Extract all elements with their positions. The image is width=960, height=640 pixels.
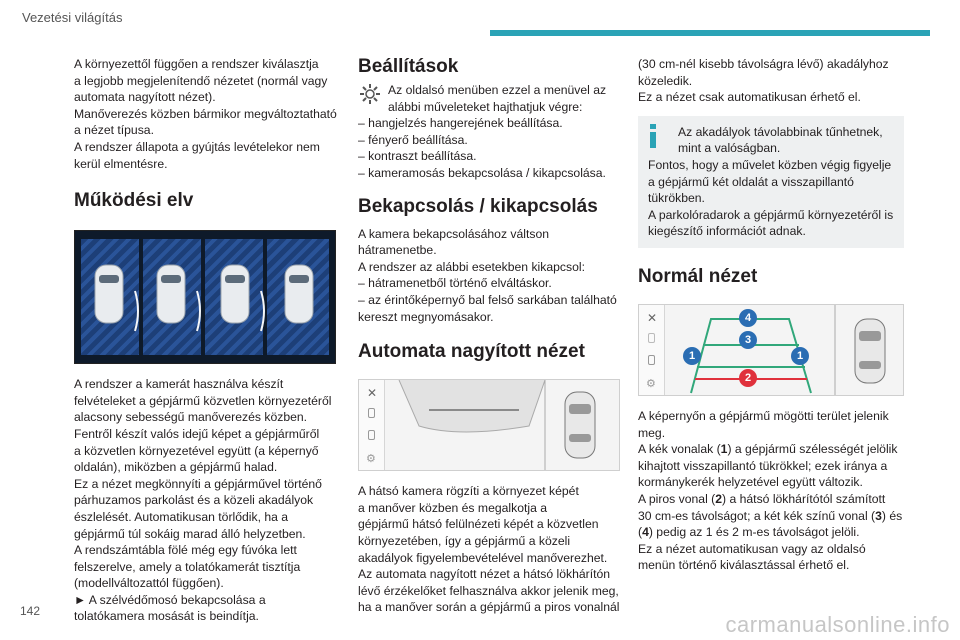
text-line: – hangjelzés hangerejének beállítása. [358, 116, 563, 131]
figure-marker-1-right: 1 [791, 347, 809, 365]
callout-number: 2 [715, 491, 723, 506]
text-line [638, 541, 904, 558]
settings-note [358, 82, 620, 115]
text-line: – kameramosás bekapcsolása / kikapcsolása. [358, 165, 606, 180]
text-line: automata nagyított nézet). [74, 90, 216, 105]
text-line [638, 508, 904, 525]
settings-icon-2: ⚙ [646, 377, 656, 390]
text-line: Az oldalsó menüben ezzel a menüvel az [388, 83, 607, 97]
text-line: Fontos, hogy a művelet közben végig figyelje [648, 157, 892, 172]
text-line: a legjobb megjelenítendő nézetet (normál vagy [74, 73, 328, 88]
callout-number: 1 [720, 442, 728, 457]
normal-view-figure [638, 304, 904, 396]
text-line: A kamera bekapcsolásához váltson [358, 226, 550, 241]
text-segment: menün történő kiválasztással érhető el. [638, 558, 850, 573]
text-line [638, 557, 904, 574]
text-segment: A piros vonal ( [638, 491, 716, 506]
text-line: A rendszer az alábbi esetekben kikapcsol: [358, 259, 585, 274]
text-line: tükrökben. [648, 191, 705, 206]
info-body [648, 157, 894, 240]
text-line: Ez a nézet megkönnyíti a gépjárművel történő [74, 476, 322, 491]
text-line: (modellváltozattól függően). [74, 576, 224, 591]
text-line: kiegészítő információt adnak. [648, 224, 806, 239]
text-line: A hátsó kamera rögzíti a környezet képét [358, 484, 579, 499]
page-number: 142 [20, 604, 41, 618]
text-segment: Ez a nézet automatikusan vagy az oldalsó [638, 541, 866, 556]
text-line: a gépjármű két oldalát a visszapillantó [648, 174, 854, 189]
text-segment: kormánykerék helyzetével együtt változik. [638, 475, 863, 490]
text-segment: 30 cm-es távolságot; a két kék színű vonal ( [638, 508, 876, 523]
text-line [638, 474, 904, 491]
text-line: a manőver közben és megalkotja a [358, 500, 548, 515]
text-line: akadályok figyelembevételével manőverezhet. [358, 550, 608, 565]
text-segment: ) a gépjármű szélességét jelölik [727, 442, 898, 457]
text-line: Az akadályok távolabbinak tűnhetnek, [678, 124, 883, 139]
mukodesi-elv-body [74, 376, 338, 625]
text-segment: ) és [881, 508, 903, 523]
text-line: alábbi műveleteket hajthatjuk végre: [388, 99, 583, 114]
text-line: A rendszer a kamerát használva készít [74, 377, 284, 392]
text-line: (30 cm-nél kisebb távolságra lévő) akadályhoz [638, 57, 889, 71]
heading-automata-nagyitott: Automata nagyított nézet [358, 341, 585, 363]
text-line: hátramenetbe. [358, 243, 437, 258]
text-line [638, 441, 904, 458]
info-note-text [678, 124, 894, 157]
bekapcsolas-body [358, 226, 620, 326]
text-line: Ez a nézet csak automatikusan érhető el. [638, 90, 861, 105]
text-line: közeledik. [638, 73, 693, 88]
text-line: A parkolóradarok a gépjármű környezetéről is [648, 207, 894, 222]
text-line: kerül elmentésre. [74, 156, 168, 171]
heading-beallitasok: Beállítások [358, 56, 459, 77]
normal-nezet-body [638, 408, 904, 574]
text-line: – hátramenetből történő elváltáskor. [358, 276, 552, 291]
text-line: Fentről készít valós idejű képet a gépjárműről [74, 426, 320, 441]
info-icon [648, 124, 672, 148]
watermark-text: carmanualsonline.info [725, 612, 950, 637]
text-line [638, 408, 904, 425]
text-line [638, 458, 904, 475]
text-segment: A kék vonalak ( [638, 442, 721, 457]
gear-icon [358, 82, 382, 106]
text-line: alacsony sebességű manőverezés közben. [74, 410, 308, 425]
figure-marker-3: 3 [739, 331, 757, 349]
close-icon: ✕ [367, 386, 378, 401]
text-line: – fényerő beállítása. [358, 132, 468, 147]
text-line: kereszt megnyomásakor. [358, 309, 494, 324]
text-line: A környezettől függően a rendszer kiválasztja [74, 57, 319, 71]
text-line: felszerelve, amely a tolatókamerát tisztítja [74, 559, 301, 574]
automata-nagyitott-body [358, 483, 620, 616]
text-line: – kontraszt beállítása. [358, 149, 477, 164]
zoom-view-figure [358, 379, 620, 471]
text-line [638, 524, 904, 541]
column-right [638, 56, 904, 574]
column-left [74, 56, 338, 625]
running-header: Vezetési világítás [22, 10, 123, 25]
figure-marker-4: 4 [739, 309, 757, 327]
text-line [638, 425, 904, 442]
text-line: mint a valóságban. [678, 141, 781, 156]
text-line: tolatókamera mosását is beindítja. [74, 609, 259, 624]
zoom-view-drawing [359, 380, 620, 471]
text-segment: meg. [638, 425, 666, 440]
text-line: ha a manőver során a gépjármű a piros vonalnál [358, 600, 620, 615]
info-note [648, 124, 894, 157]
settings-note-text [388, 82, 620, 115]
callout-number: 4 [642, 525, 649, 540]
text-line: gépjármű hátsó felülnézeti képét a közvetlen [358, 517, 599, 532]
figure-marker-2: 2 [739, 369, 757, 387]
text-line: a közvetlen környezetével együtt (a képernyő [74, 443, 319, 458]
text-line: A rendszámtábla fölé még egy fúvóka lett [74, 543, 297, 558]
heading-normal-nezet: Normál nézet [638, 265, 758, 287]
text-segment: ) pedig az 1 és 2 m-es távolságot jelöli. [648, 525, 860, 540]
normal-view-drawing [639, 305, 904, 396]
text-line [638, 491, 904, 508]
text-segment: ) a hátsó lökhárítótól számított [722, 491, 886, 506]
text-line: Az automata nagyított nézet a hátsó lökhárítón [358, 567, 611, 582]
text-line: Manőverezés közben bármikor megváltoztatható [74, 106, 337, 121]
text-line: – az érintőképernyő bal felső sarkában található [358, 292, 617, 307]
settings-list [358, 115, 620, 181]
callout-number: 3 [875, 508, 882, 523]
text-line: gépjármű túl sokáig marad álló helyzetben. [74, 526, 306, 541]
text-segment: A képernyőn a gépjármű mögötti terület jelenik [638, 408, 889, 423]
column-middle [358, 56, 620, 616]
info-box [638, 116, 904, 248]
text-line: környezetében, így a gépjármű a közeli [358, 533, 571, 548]
close-icon-2: ✕ [647, 310, 658, 325]
intro-paragraph [74, 56, 338, 172]
text-line: a nézet típusa. [74, 123, 154, 138]
text-segment: ( [638, 525, 643, 540]
heading-bekapcsolas: Bekapcsolás / kikapcsolás [358, 195, 598, 217]
top-view-cars [75, 231, 336, 364]
text-line: A rendszer állapota a gyújtás levételekor nem [74, 139, 320, 154]
text-line: oldalán), miközben a gépjármű halad. [74, 460, 278, 475]
text-segment: kihajtott visszapillantó tükrökkel; ezek iránya a [638, 458, 888, 473]
heading-mukodesi-elv: Működési elv [74, 190, 194, 212]
text-line: ► A szélvédőmosó bekapcsolása a [74, 592, 266, 607]
settings-icon: ⚙ [366, 453, 376, 466]
camera-photo-figure [74, 230, 336, 364]
text-line: felvételeket a gépjármű közvetlen környezetéről [74, 393, 332, 408]
header-accent-bar [490, 30, 930, 36]
text-line: észlelését. Automatikusan törlődik, ha a [74, 509, 289, 524]
text-line: párhuzamos parkolást és a közeli akadályok [74, 493, 314, 508]
text-line: lévő érzékelőket felhasználva akkor jelenik meg, [358, 583, 619, 598]
zoom-continued-text [638, 56, 904, 106]
figure-marker-1-left: 1 [683, 347, 701, 365]
